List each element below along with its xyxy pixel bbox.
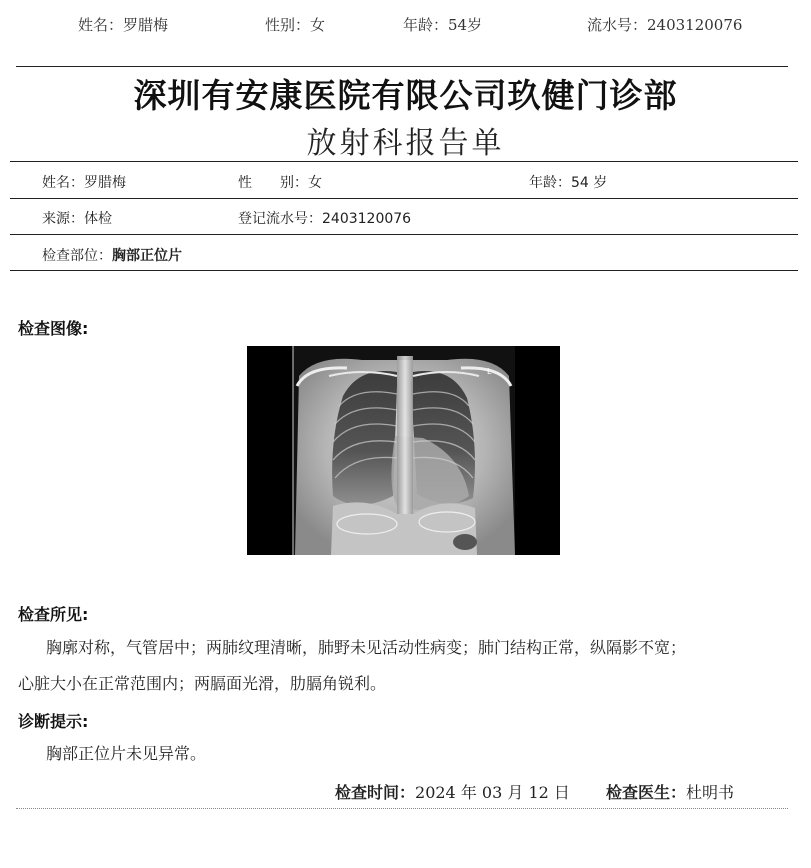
header-divider — [16, 66, 788, 67]
patient-name-value: 罗腊梅 — [84, 175, 126, 191]
header-serial: 流水号：2403120076 — [587, 16, 743, 34]
patient-sex — [238, 172, 322, 192]
table-top-line — [10, 161, 798, 162]
patient-source-value: 体检 — [84, 211, 112, 227]
exam-doctor — [606, 780, 734, 803]
header-age: 年龄：54岁 — [403, 16, 483, 34]
findings-label: 检查所见: — [18, 605, 89, 624]
table-bottom-line — [10, 270, 798, 271]
header-name: 姓名：罗腊梅 — [78, 16, 169, 34]
patient-sex-label: 性 别： — [238, 175, 308, 191]
exam-doctor-value: 杜明书 — [686, 783, 735, 802]
patient-age — [529, 172, 607, 192]
exam-doctor-label: 检查医生： — [606, 783, 687, 802]
exam-part-label: 检查部位： — [42, 248, 112, 264]
hospital-name: 深圳有安康医院有限公司玖健门诊部 — [133, 76, 678, 115]
image-section-label: 检查图像: — [18, 319, 89, 338]
patient-reg — [238, 208, 411, 228]
patient-name — [42, 172, 126, 192]
patient-reg-value: 2403120076 — [322, 211, 412, 227]
exam-time-label: 检查时间： — [335, 783, 416, 802]
patient-age-label: 年龄： — [529, 175, 571, 191]
diagnosis-label: 诊断提示: — [18, 712, 89, 731]
patient-age-value: 54 岁 — [571, 175, 608, 191]
chest-xray-image — [247, 346, 560, 555]
table-row-line-1 — [10, 198, 798, 199]
exam-part — [42, 245, 182, 265]
exam-part-value: 胸部正位片 — [112, 248, 182, 264]
diagnosis-text: 胸部正位片未见异常。 — [46, 744, 207, 763]
report-title: 放射科报告单 — [306, 126, 505, 161]
patient-sex-value: 女 — [308, 175, 322, 191]
patient-source — [42, 208, 112, 228]
patient-name-label: 姓名： — [42, 175, 84, 191]
exam-time-value: 2024 年 03 月 12 日 — [415, 783, 570, 802]
findings-line-1: 胸廓对称，气管居中；两肺纹理清晰，肺野未见活动性病变；肺门结构正常，纵隔影不宽； — [46, 638, 687, 657]
findings-line-2: 心脏大小在正常范围内；两膈面光滑，肋膈角锐利。 — [18, 674, 387, 693]
table-row-line-2 — [10, 234, 798, 235]
header-sex: 性别：女 — [265, 16, 326, 34]
svg-text:L: L — [487, 367, 492, 376]
footer-divider — [16, 808, 788, 809]
exam-time — [335, 780, 570, 803]
patient-source-label: 来源： — [42, 211, 84, 227]
patient-reg-label: 登记流水号： — [238, 211, 322, 227]
